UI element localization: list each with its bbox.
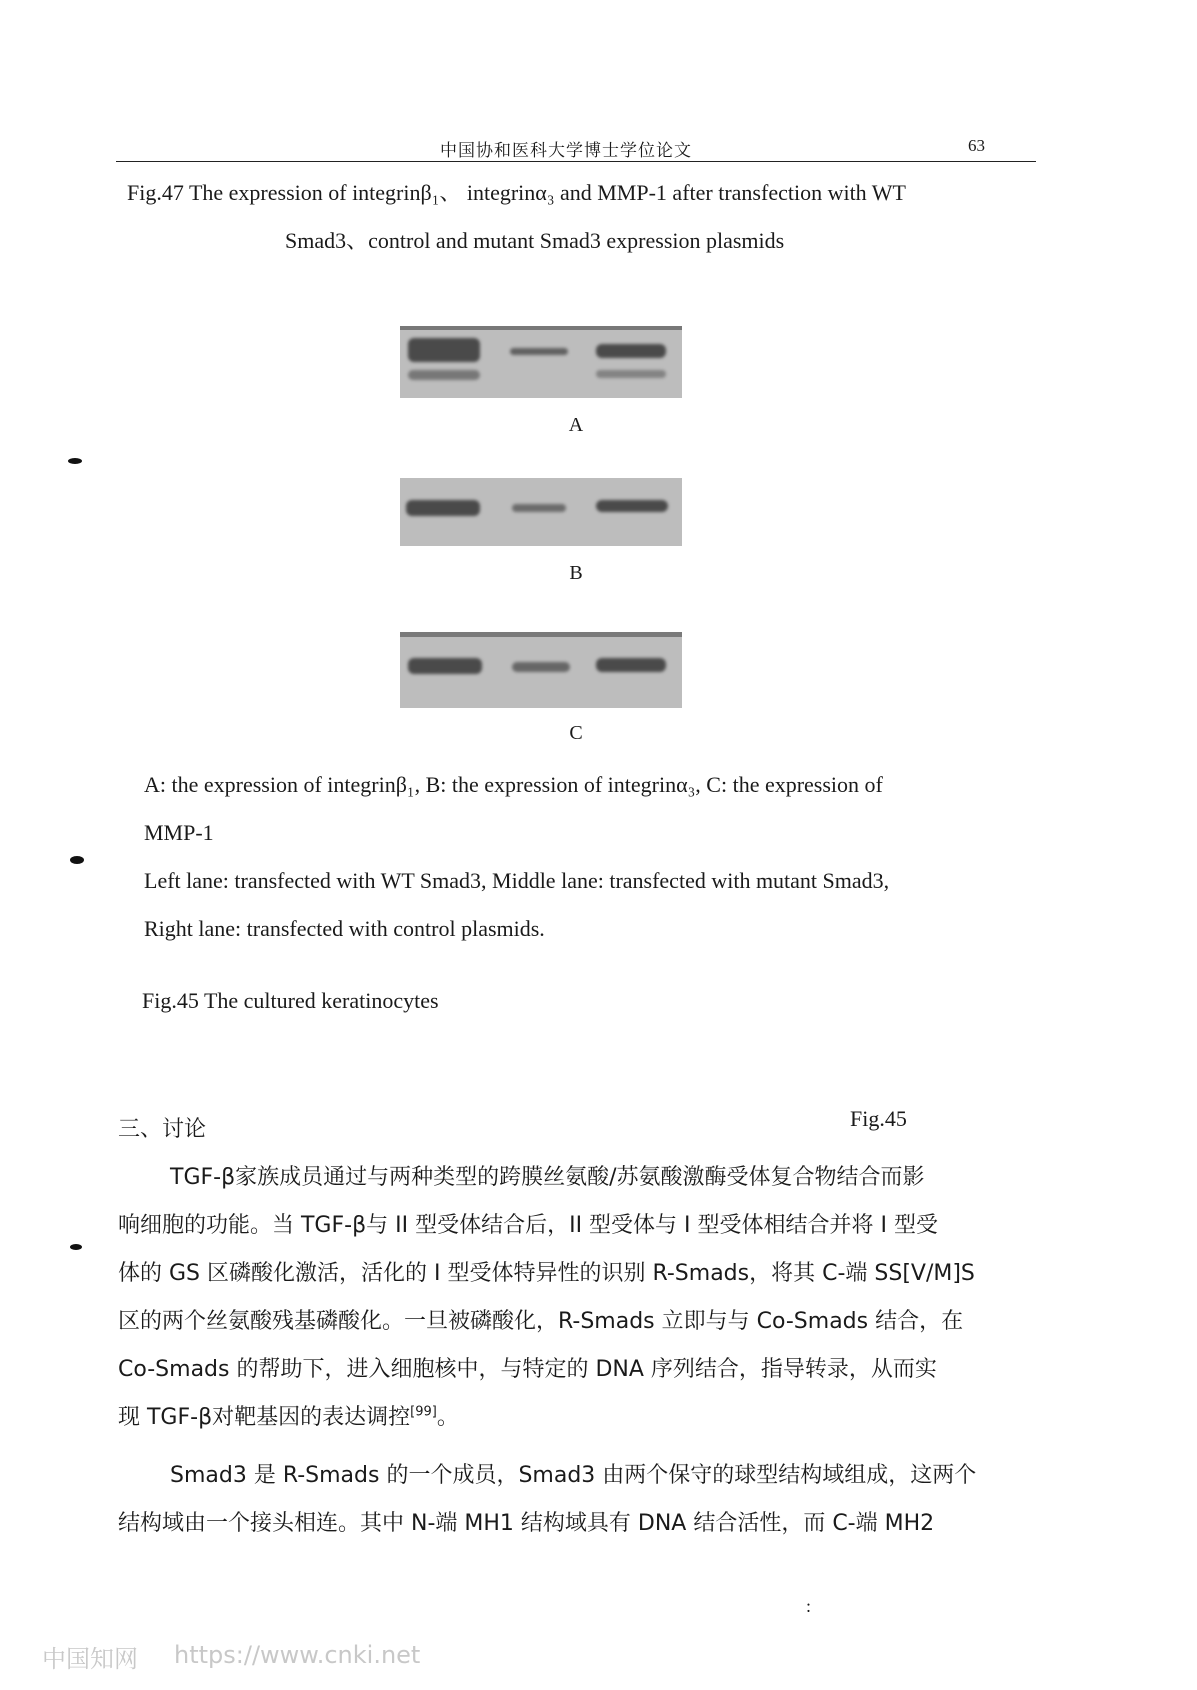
body-p1-line1: TGF-β家族成员通过与两种类型的跨膜丝氨酸/苏氨酸激酶受体复合物结合而影 [170, 1165, 925, 1190]
gel-image-b [400, 478, 682, 546]
footer-mark: : [806, 1596, 812, 1616]
page-number: 63 [968, 136, 985, 155]
body-p1-line3: 体的 GS 区磷酸化激活，活化的 I 型受体特异性的识别 R-Smads，将其 C-端 SS[V/M]S [118, 1261, 975, 1286]
body-p2-line1: Smad3 是 R-Smads 的一个成员，Smad3 由两个保守的球型结构域组成，这两个 [170, 1463, 977, 1488]
figure-caption-line2: Smad3、control and mutant Smad3 expression plasmids [285, 228, 785, 253]
panel-label-a: A [568, 414, 584, 436]
body-p1-end: 。 [436, 1405, 459, 1430]
body-p1-line6 [118, 1400, 459, 1431]
gel-image-a [400, 326, 682, 398]
body-p1-line5: Co-Smads 的帮助下，进入细胞核中，与特定的 DNA 序列结合，指导转录，从而实 [118, 1357, 937, 1382]
side-label: Fig.45 [850, 1106, 907, 1131]
margin-mark [70, 1244, 82, 1250]
legend-line4: Right lane: transfected with control plasmids. [144, 916, 545, 941]
cnki-watermark-logo: 中国知网 [42, 1645, 138, 1673]
body-p1-line4: 区的两个丝氨酸残基磷酸化。一旦被磷酸化，R-Smads 立即与与 Co-Smads 结合，在 [118, 1309, 964, 1334]
legend-line3: Left lane: transfected with WT Smad3, Middle lane: transfected with mutant Smad3, [144, 868, 890, 893]
panel-label-c: C [569, 722, 583, 744]
header-rule [116, 161, 1036, 162]
running-header-title: 中国协和医科大学博士学位论文 [440, 141, 692, 160]
extra-figure-caption: Fig.45 The cultured keratinocytes [142, 988, 439, 1013]
body-p2-line2: 结构域由一个接头相连。其中 N-端 MH1 结构域具有 DNA 结合活性，而 C-端 MH2 [118, 1511, 935, 1536]
section-heading: 三、讨论 [118, 1117, 207, 1142]
panel-label-b: B [569, 562, 583, 584]
citation-ref: [99] [410, 1404, 437, 1420]
figure-caption-line1: Fig.47 The expression of integrinβ₁、 integrinα₃ and MMP-1 after transfection with WT [127, 180, 906, 205]
cnki-watermark-url: https://www.cnki.net [174, 1641, 421, 1669]
body-p1-line6-text: 现 TGF-β对靶基因的表达调控 [118, 1405, 411, 1430]
margin-mark [68, 458, 82, 464]
legend-line1: A: the expression of integrinβ₁, B: the expression of integrinα₃, C: the expression of [144, 772, 883, 797]
gel-image-c [400, 632, 682, 708]
legend-line2: MMP-1 [144, 820, 214, 845]
body-p1-line2: 响细胞的功能。当 TGF-β与 II 型受体结合后，II 型受体与 I 型受体相结合并将 I 型受 [118, 1213, 938, 1238]
margin-mark [70, 856, 84, 864]
